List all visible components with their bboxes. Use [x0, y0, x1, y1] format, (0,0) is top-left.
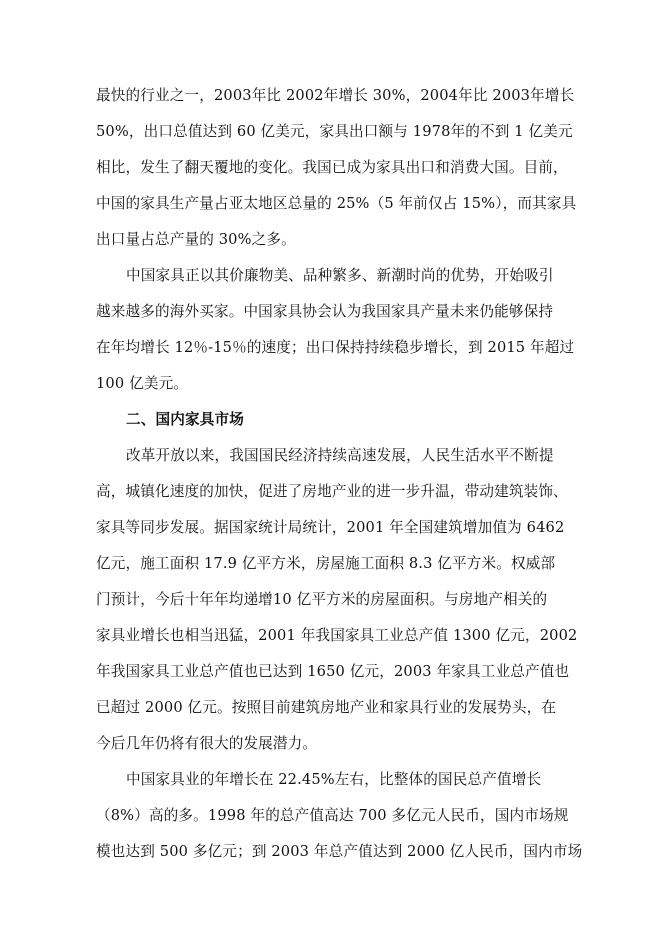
text-line: 中国家具正以其价廉物美、品种繁多、新潮时尚的优势，开始吸引 [126, 267, 554, 284]
text-line: 相比，发生了翻天覆地的变化。我国已成为家具出口和消费大国。目前， [96, 159, 568, 176]
text-line: 最快的行业之一，2003年比 2002年增长 30%，2004年比 2003年增长 [96, 87, 575, 104]
text-line: 改革开放以来，我国国民经济持续高速发展，人民生活水平不断提 [126, 447, 554, 464]
text-line: 100 亿美元。 [96, 375, 189, 392]
text-line: （8%）高的多。1998 年的总产值高达 700 多亿元人民币，国内市场规 [96, 807, 569, 824]
text-line: 中国的家具生产量占亚太地区总量的 25%（5 年前仅占 15%），而其家具 [96, 195, 577, 212]
text-line: 越来越多的海外买家。中国家具协会认为我国家具产量未来仍能够保持 [96, 303, 554, 320]
text-line: 中国家具业的年增长在 22.45%左右，比整体的国民总产值增长 [126, 771, 542, 788]
text-line: 模也达到 500 多亿元；到 2003 年总产值达到 2000 亿人民币，国内市场 [96, 843, 583, 860]
text-line: 在年均增长 12％-15％的速度；出口保持持续稳步增长，到 2015 年超过 [96, 339, 575, 356]
text-line: 50%，出口总值达到 60 亿美元，家具出口额与 1978年的不到 1 亿美元 [96, 123, 573, 140]
text-line: 出口量占总产量的 30%之多。 [96, 231, 296, 248]
text-line: 门预计，今后十年年均递增10 亿平方米的房屋面积。与房地产相关的 [96, 591, 548, 608]
text-line: 高，城镇化速度的加快，促进了房地产业的进一步升温，带动建筑装饰、 [96, 483, 568, 500]
text-line: 家具等同步发展。据国家统计局统计，2001 年全国建筑增加值为 6462 [96, 519, 565, 536]
text-line: 年我国家具工业总产值也已达到 1650 亿元，2003 年家具工业总产值也 [96, 663, 570, 680]
text-line: 今后几年仍将有很大的发展潜力。 [96, 735, 318, 752]
text-line: 亿元，施工面积 17.9 亿平方米，房屋施工面积 8.3 亿平方米。权威部 [96, 555, 556, 572]
section-heading: 二、国内家具市场 [126, 411, 244, 428]
text-line: 家具业增长也相当迅猛，2001 年我国家具工业总产值 1300 亿元，2002 [96, 627, 578, 644]
text-line: 已超过 2000 亿元。按照目前建筑房地产业和家具行业的发展势头，在 [96, 699, 557, 716]
